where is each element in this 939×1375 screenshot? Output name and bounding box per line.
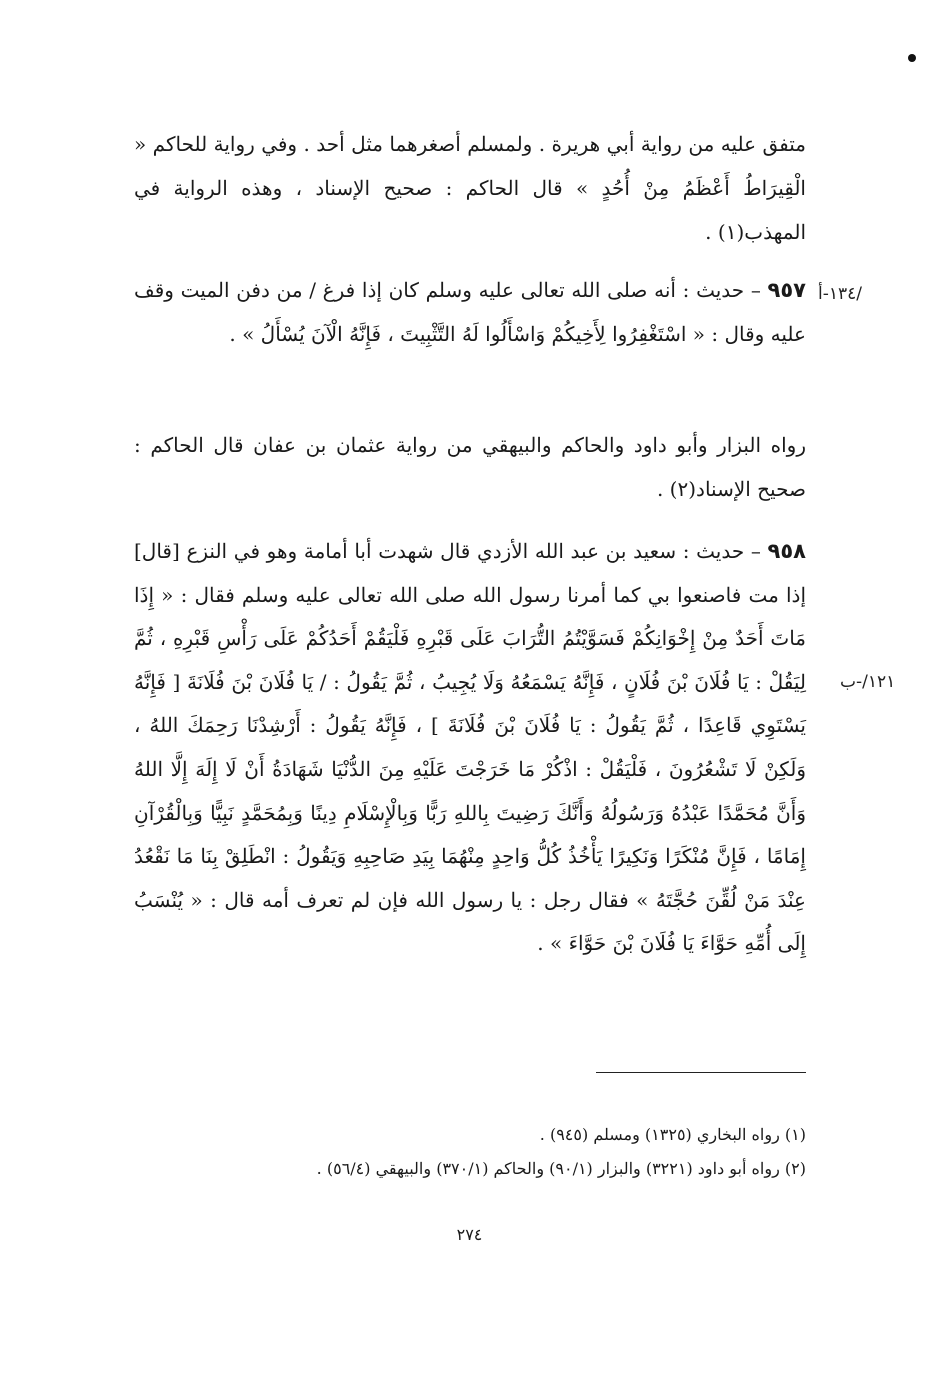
footnotes — [134, 1118, 806, 1186]
paragraph-takhrij-956: متفق عليه من رواية أبي هريرة . ولمسلم أصغرهما مثل أحد . وفي رواية للحاكم « الْقِيرَاطُ أَعْظَمُ مِنْ أُحُدٍ » قال الحاكم : صحيح الإسناد ، وهذه الرواية في المهذب(١) . — [134, 132, 806, 244]
footnote-divider — [596, 1072, 806, 1073]
page-number: ٢٧٤ — [456, 1225, 483, 1244]
hadith-958-text: – حديث : سعيد بن عبد الله الأزدي قال شهدت أبا أمامة وهو في النزع [قال] إذا مت فاصنعوا بي كما أمرنا رسول الله صلى الله تعالى عليه وسلم فقال : « إِذَا مَاتَ أَحَدٌ مِنْ إِخْوَانِكُمْ فَسَوَّيْتُمُ التُّرَابَ عَلَى قَبْرِهِ فَلْيَقُمْ أَحَدُكُمْ عَلَى رَأْسِ قَبْرِهِ ، ثُمَّ لِيَقُلْ : يَا فُلَانَ بْنَ فُلَانٍ ، فَإِنَّهُ يَسْمَعُهُ وَلَا يُجِيبُ ، ثُمَّ يَقُولُ : / يَا فُلَانَ بْنَ فُلَانَةَ [ فَإِنَّهُ يَسْتَوِي قَاعِدًا ، ثُمَّ يَقُولُ : يَا فُلَانَ بْنَ فُلَانَةَ ] ، فَإِنَّهُ يَقُولُ : أَرْشِدْنَا رَحِمَكَ اللهُ ، وَلَكِنْ لَا تَشْعُرُونَ ، فَلْيَقُلْ : اذْكُرْ مَا خَرَجْتَ عَلَيْهِ مِنَ الدُّنْيَا شَهَادَةُ أَنْ لَا إِلَهَ إِلَّا اللهُ وَأَنَّ مُحَمَّدًا عَبْدُهُ وَرَسُولُهُ وَأَنَّكَ رَضِيتَ بِاللهِ رَبًّا وَبِالْإِسْلَامِ دِينًا وَبِمُحَمَّدٍ نَبِيًّا وَبِالْقُرْآنِ إِمَامًا ، فَإِنَّ مُنْكَرًا وَنَكِيرًا يَأْخُذُ كُلُّ وَاحِدٍ مِنْهُمَا بِيَدِ صَاحِبِهِ وَيَقُولُ : انْطَلِقْ بِنَا مَا نَقْعُدُ عِنْدَ مَنْ لُقِّنَ حُجَّتَهُ » فقال رجل : يا رسول الله فإن لم تعرف أمه قال : « يُنْسَبُ إِلَى أُمِّهِ حَوَّاءَ يَا فُلَانَ بْنَ حَوَّاءَ » . — [134, 539, 806, 956]
hadith-958 — [134, 530, 806, 966]
margin-note-folio-121b: ١٢١/-ب — [840, 672, 896, 692]
hadith-number-957: ٩٥٧ — [767, 278, 806, 302]
footnote-1: (١) رواه البخاري (١٣٢٥) ومسلم (٩٤٥) . — [539, 1125, 806, 1144]
hadith-957 — [134, 268, 806, 356]
hadith-957-text: – حديث : أنه صلى الله تعالى عليه وسلم كان إذا فرغ / من دفن الميت وقف عليه وقال : « اسْتَغْفِرُوا لِأَخِيكُمْ وَاسْأَلُوا لَهُ التَّثْبِيتَ ، فَإِنَّهُ الْآنَ يُسْأَلُ » . — [134, 278, 806, 346]
margin-note-folio-134a: /١٣٤-أ — [818, 284, 862, 304]
hadith-number-958: ٩٥٨ — [767, 539, 806, 563]
paragraph-takhrij-957: رواه البزار وأبو داود والحاكم والبيهقي من رواية عثمان بن عفان قال الحاكم : صحيح الإسناد(٢) . — [134, 433, 806, 501]
page-mark-dot — [908, 54, 916, 62]
footnote-2: (٢) رواه أبو داود (٣٢٢١) والبزار (٩٠/١) والحاكم (٣٧٠/١) والبيهقي (٥٦/٤) . — [316, 1159, 806, 1178]
